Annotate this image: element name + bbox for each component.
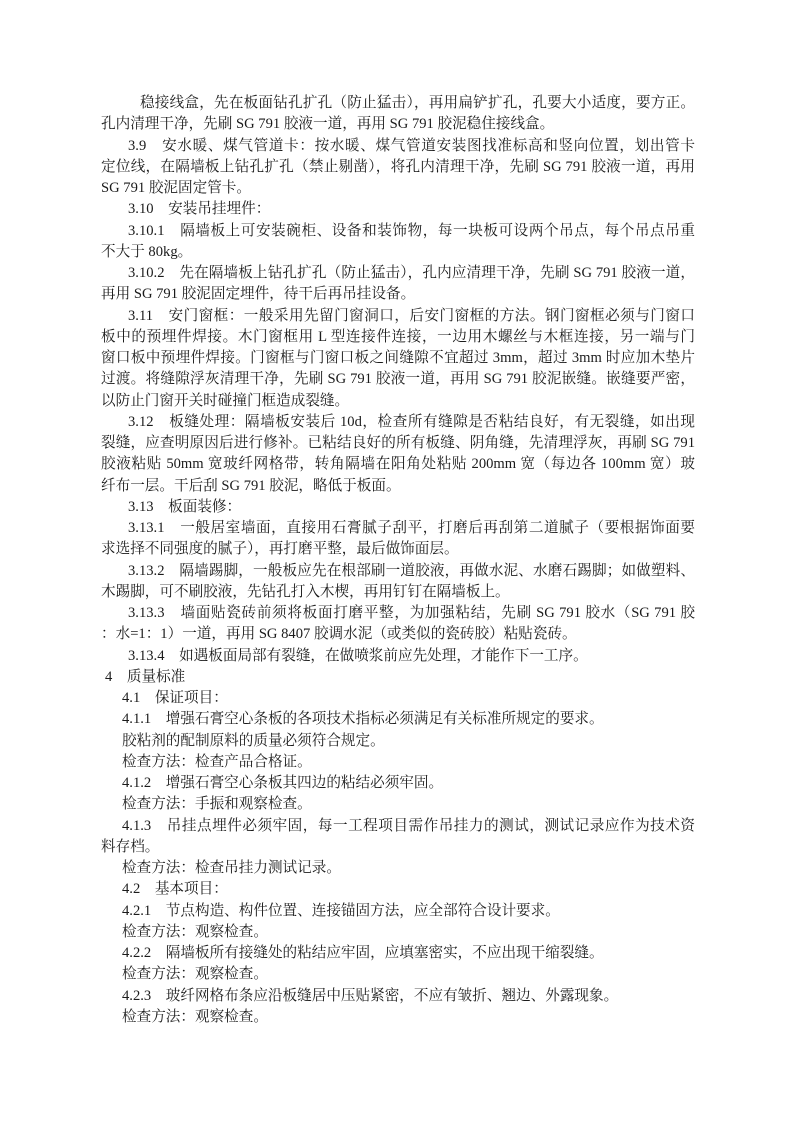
text-line: 3.13.4 如遇板面局部有裂缝，在做喷浆前应先处理，才能作下一工序。 [128,647,588,664]
text-line: 3.13 板面装修： [128,498,242,515]
text-line: 检查方法：手振和观察检查。 [122,796,312,813]
text-line: 稳接线盒，先在板面钻孔扩孔（防止猛击），再用扁铲扩孔，孔要大小适度，要方正。 [140,95,695,111]
text-line: 纤布一层。干后刮 SG 791 胶泥，略低于板面。 [101,477,401,494]
text-line: 4.2.2 隔墙板所有接缝处的粘结应牢固，应填塞密实，不应出现干缩裂缝。 [122,945,604,961]
text-line: 4.2 基本项目： [122,881,228,898]
text-line: 3.13.2 隔墙踢脚，一般板应先在根部刷一道胶液，再做水泥、水磨石踢脚；如做塑料、 [128,562,695,579]
text-line: 料存档。 [101,838,160,855]
text-line: 孔内清理干净，先刷 SG 791 胶液一道，再用 SG 791 胶泥稳住接线盒。 [101,116,555,133]
text-line: 板中的预埋件焊接。木门窗框用 L 型连接件连接，一边用木螺丝与木框连接，另一端与门 [101,328,695,345]
text-line: ：水=1：1）一道，再用 SG 8407 胶调水泥（或类似的瓷砖胶）粘贴瓷砖。 [101,626,577,643]
text-line: 3.13.1 一般居室墙面，直接用石膏腻子刮平，打磨后再刮第二道腻子（要根据饰面要 [128,520,695,536]
text-line: 检查方法：观察检查。 [122,1008,268,1025]
text-line: 检查方法：观察检查。 [122,923,268,940]
text-line: 检查方法：检查吊挂力测试记录。 [122,860,341,876]
text-line: 再用 SG 791 胶泥固定埋件，待干后再吊挂设备。 [101,286,416,303]
text-line: 3.10.2 先在隔墙板上钻孔扩孔（防止猛击），孔内应清理干净，先刷 SG 791 胶液一道， [128,265,695,281]
text-line: 3.13.3 墙面贴瓷砖前须将板面打磨平整，为加强粘结，先刷 SG 791 胶水（SG 791 胶 [128,605,695,621]
text-line: 胶粘剂的配制原料的质量必须符合规定。 [122,732,385,749]
text-line: 4.1 保证项目： [122,690,228,706]
text-line: 以防止门窗开关时碰撞门框造成裂缝。 [101,392,350,409]
text-line: 3.10.1 隔墙板上可安装碗柜、设备和装饰物，每一块板可设两个吊点，每个吊点吊重 [128,222,695,239]
text-line: 木踢脚，可不刷胶液，先钻孔打入木楔，再用钉钉在隔墙板上。 [101,583,510,600]
text-line: 4.1.2 增强石膏空心条板其四边的粘结必须牢固。 [122,775,444,791]
text-line: 3.10 安装吊挂埋件： [128,201,271,218]
text-line: 4.1.3 吊挂点埋件必须牢固，每一工程项目需作吊挂力的测试，测试记录应作为技术资 [122,817,695,834]
text-line: 检查方法：检查产品合格证。 [122,753,312,770]
text-line: 胶液粘贴 50mm 宽玻纤网格带，转角隔墙在阳角处粘贴 200mm 宽（每边各 100mm 宽）玻 [101,456,695,473]
text-line: 4.1.1 增强石膏空心条板的各项技术指标必须满足有关标准所规定的要求。 [122,711,604,728]
text-line: 过渡。将缝隙浮灰清理干净，先刷 SG 791 胶液一道，再用 SG 791 胶泥嵌缝。嵌缝要严密， [101,371,695,388]
text-line: 不大于 80kg。 [101,243,193,260]
text-line: 3.12 板缝处理：隔墙板安装后 10d，检查所有缝隙是否粘结良好，有无裂缝，如出现 [128,413,695,430]
text-line: 4 质量标准 [105,668,186,685]
text-line: 4.2.3 玻纤网格布条应沿板缝居中压贴紧密，不应有皱折、翘边、外露现象。 [122,987,619,1004]
text-line: 定位线，在隔墙板上钻孔扩孔（禁止剔凿），将孔内清理干净，先刷 SG 791 胶液一道，再用 [101,158,695,175]
text-line: 窗口板中预埋件焊接。门窗框与门窗口板之间缝隙不宜超过 3mm，超过 3mm 时应加木垫片 [101,350,695,366]
text-line: 求选择不同强度的腻子），再打磨平整，最后做饰面层。 [101,541,459,558]
text-line: 3.11 安门窗框：一般采用先留门窗洞口，后安门窗框的方法。钢门窗框必须与门窗口 [128,307,695,324]
text-line: 4.2.1 节点构造、构件位置、连接锚固方法，应全部符合设计要求。 [122,902,560,919]
text-line: SG 791 胶泥固定管卡。 [101,180,251,196]
document-text-body [101,93,695,1028]
text-line: 裂缝，应查明原因后进行修补。已粘结良好的所有板缝、阴角缝，先清理浮灰，再刷 SG 791 [101,435,695,451]
text-line: 3.9 安水暖、煤气管道卡：按水暖、煤气管道安装图找准标高和竖向位置，划出管卡 [128,137,695,154]
text-line: 检查方法：观察检查。 [122,966,268,983]
